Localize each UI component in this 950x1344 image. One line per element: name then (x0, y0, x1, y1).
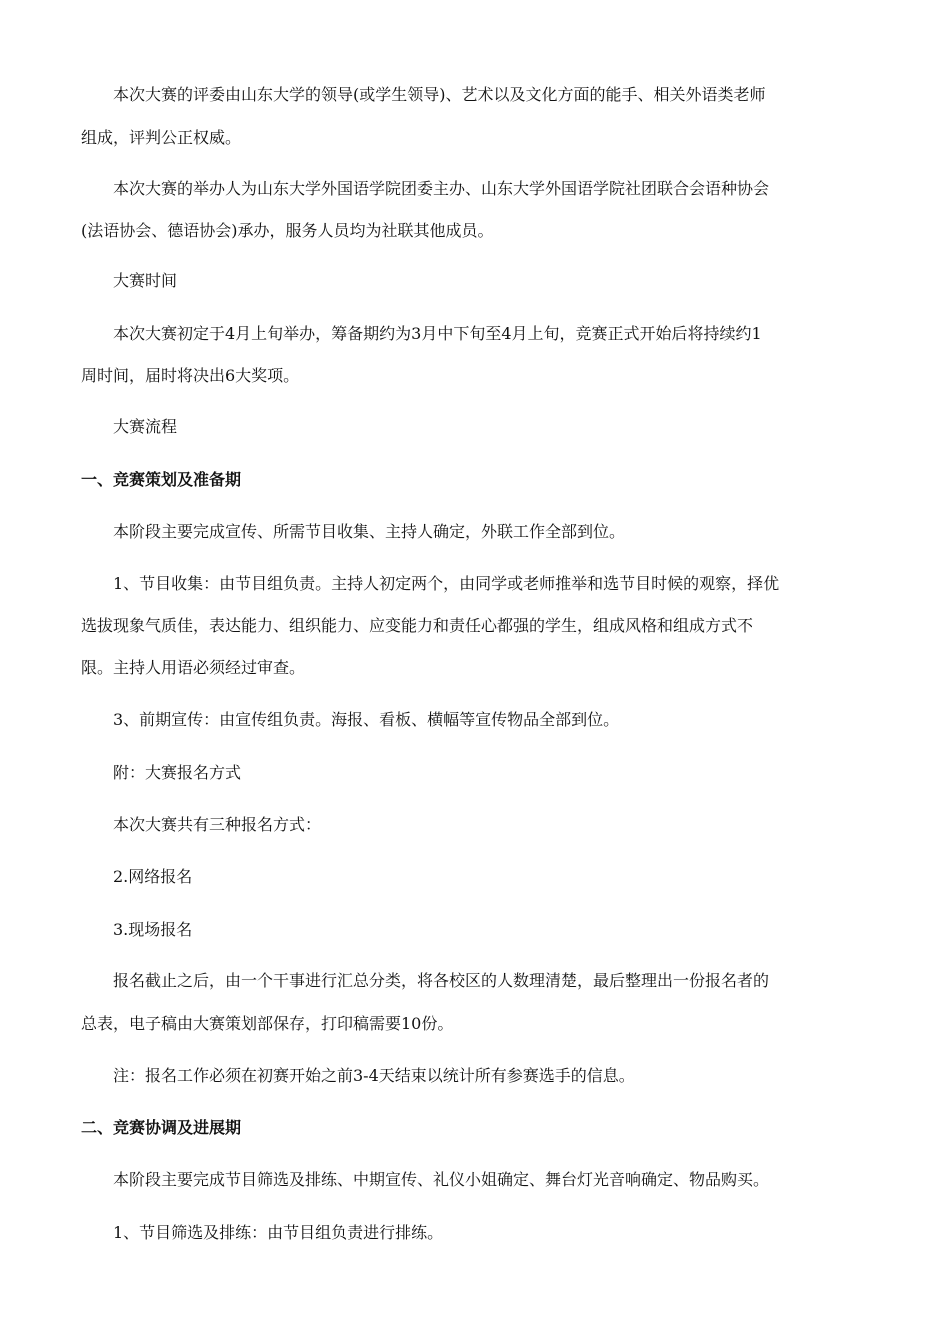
paragraph-program-collection-line-1: 1、节目收集：由节目组负责。主持人初定两个，由同学或老师推举和选节目时候的观察，择优 (113, 574, 780, 593)
paragraph-registration-intro: 本次大赛共有三种报名方式： (113, 815, 322, 834)
paragraph-planning-summary: 本阶段主要完成宣传、所需节目收集、主持人确定，外联工作全部到位。 (113, 522, 626, 541)
paragraph-after-deadline-line-1: 报名截止之后，由一个干事进行汇总分类，将各校区的人数理清楚，最后整理出一份报名者的 (113, 971, 770, 990)
paragraph-program-rehearsal: 1、节目筛选及排练：由节目组负责进行排练。 (113, 1223, 444, 1242)
paragraph-time-line-2: 周时间，届时将决出6大奖项。 (81, 366, 300, 385)
list-item-onsite-registration: 3.现场报名 (113, 920, 193, 939)
heading-coordination-phase: 二、竞赛协调及进展期 (81, 1118, 242, 1137)
paragraph-time-line-1: 本次大赛初定于4月上旬举办，筹备期约为3月中下旬至4月上旬，竞赛正式开始后将持续约1 (113, 324, 762, 343)
paragraph-coordination-summary: 本阶段主要完成节目筛选及排练、中期宣传、礼仪小姐确定、舞台灯光音响确定、物品购买。 (113, 1170, 770, 1189)
section-label-time: 大赛时间 (113, 271, 178, 290)
paragraph-judges-line-2: 组成，评判公正权威。 (81, 128, 242, 147)
paragraph-judges-line-1: 本次大赛的评委由山东大学的领导(或学生领导)、艺术以及文化方面的能手、相关外语类老师 (113, 85, 766, 104)
paragraph-registration-title: 附：大赛报名方式 (113, 763, 242, 782)
section-label-process: 大赛流程 (113, 417, 178, 436)
paragraph-after-deadline-line-2: 总表，电子稿由大赛策划部保存，打印稿需要10份。 (81, 1014, 454, 1033)
paragraph-organizers-line-2: (法语协会、德语协会)承办，服务人员均为社联其他成员。 (81, 221, 494, 240)
paragraph-organizers-line-1: 本次大赛的举办人为山东大学外国语学院团委主办、山东大学外国语学院社团联合会语种协会 (113, 179, 770, 198)
paragraph-note: 注：报名工作必须在初赛开始之前3-4天结束以统计所有参赛选手的信息。 (113, 1066, 635, 1085)
paragraph-program-collection-line-3: 限。主持人用语必须经过审查。 (81, 658, 306, 677)
paragraph-program-collection-line-2: 选拔现象气质佳，表达能力、组织能力、应变能力和责任心都强的学生，组成风格和组成方式不 (81, 616, 754, 635)
paragraph-early-publicity: 3、前期宣传：由宣传组负责。海报、看板、横幅等宣传物品全部到位。 (113, 710, 620, 729)
list-item-online-registration: 2.网络报名 (113, 867, 193, 886)
heading-planning-phase: 一、竞赛策划及准备期 (81, 470, 242, 489)
